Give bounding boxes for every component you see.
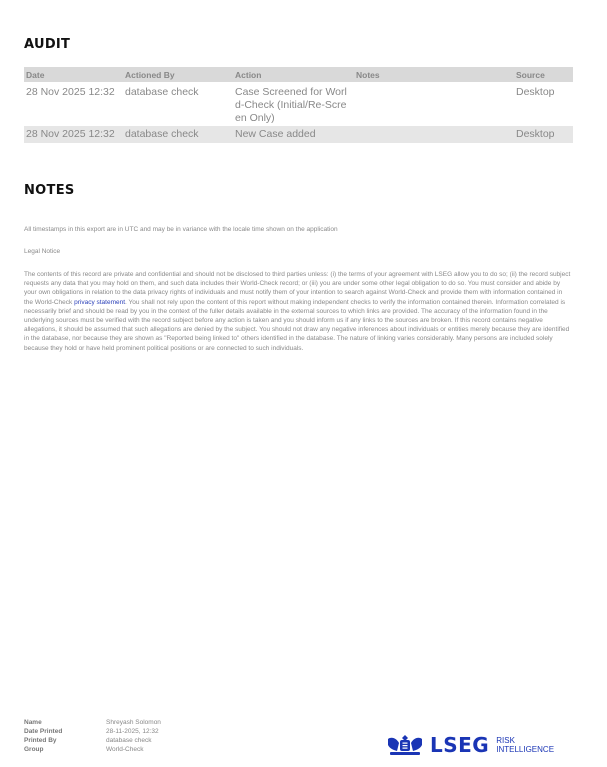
risk-intelligence-tagline bbox=[496, 736, 554, 754]
cell-notes bbox=[354, 82, 514, 126]
table-row bbox=[24, 82, 573, 126]
printed-by-label: Printed By bbox=[24, 737, 57, 744]
legal-notice-body bbox=[24, 270, 572, 353]
tagline-line2: INTELLIGENCE bbox=[496, 745, 555, 754]
audit-title: AUDIT bbox=[24, 37, 71, 52]
col-notes: Notes bbox=[354, 67, 514, 82]
lseg-logo bbox=[384, 733, 554, 757]
print-info bbox=[24, 718, 161, 754]
date-printed-value: 28-11-2025, 12:32 bbox=[106, 728, 159, 735]
notes-title: NOTES bbox=[24, 183, 75, 198]
name-label: Name bbox=[24, 719, 42, 726]
cell-date: 28 Nov 2025 12:32 bbox=[26, 86, 115, 98]
audit-header-row bbox=[24, 67, 573, 82]
audit-table bbox=[24, 67, 573, 143]
printed-by-value: database check bbox=[106, 737, 152, 744]
cell-source: Desktop bbox=[516, 86, 555, 98]
tagline-line1: RISK bbox=[496, 736, 515, 745]
cell-actioned-by: database check bbox=[123, 126, 233, 143]
col-actioned-by: Actioned By bbox=[123, 67, 233, 82]
col-action: Action bbox=[233, 67, 354, 82]
lseg-wordmark: LSEG bbox=[430, 733, 490, 757]
table-row bbox=[24, 126, 573, 143]
col-source: Source bbox=[514, 67, 573, 82]
cell-date: 28 Nov 2025 12:32 bbox=[24, 126, 123, 143]
cell-action: New Case added bbox=[233, 126, 354, 143]
utc-note: All timestamps in this export are in UTC and may be in variance with the locale time shown on the application bbox=[24, 226, 338, 233]
group-value: World-Check bbox=[106, 746, 144, 753]
cell-actioned-by: database check bbox=[125, 86, 199, 98]
crest-icon bbox=[384, 733, 426, 757]
legal-text-part1: The contents of this record are private and confidential and should not be disclosed to third parties unless: (i) the terms of your agreement with LSEG allow you to do so; (ii) the record subject requests any data that you may hold on them, and such data includes their World-Check record; or (iii) you are under some other legal obligation to do so. You must consider and abide by your own obligations in relation to the data privacy rights of individuals and must notify them of your intention to search against World-Check and provide them with information contained in the World-Check bbox=[24, 271, 571, 306]
legal-notice-heading: Legal Notice bbox=[24, 248, 61, 255]
legal-text-part2: . You shall not rely upon the content of this report without making independent checks to verify the information contained therein. Information correlated is necessarily brief and should be read by you in the context of the fuller details available in the external sources to which links are provided. The accuracy of the information found in the underlying sources must be verified with the record subject before any action is taken and you should inform us if any links to the sources are broken. If this record contains negative allegations, it should be assumed that such allegations are denied by the subject. You should not draw any negative inferences about individuals or entities merely because they are identified in the database, nor because they are shown as "Reported being linked to" others identified in the database. The nature of linking varies considerably. Many persons are included solely because they hold or have held prominent political positions or are connected to such individuals. bbox=[24, 298, 570, 352]
name-value: Shreyash Solomon bbox=[106, 719, 161, 726]
cell-action: Case Screened for World-Check (Initial/Re-Screen Only) bbox=[235, 86, 347, 124]
cell-notes bbox=[354, 126, 514, 143]
col-date: Date bbox=[24, 67, 123, 82]
date-printed-label: Date Printed bbox=[24, 728, 63, 735]
privacy-statement-link[interactable]: privacy statement bbox=[74, 298, 126, 306]
group-label: Group bbox=[24, 746, 44, 753]
cell-source: Desktop bbox=[514, 126, 573, 143]
